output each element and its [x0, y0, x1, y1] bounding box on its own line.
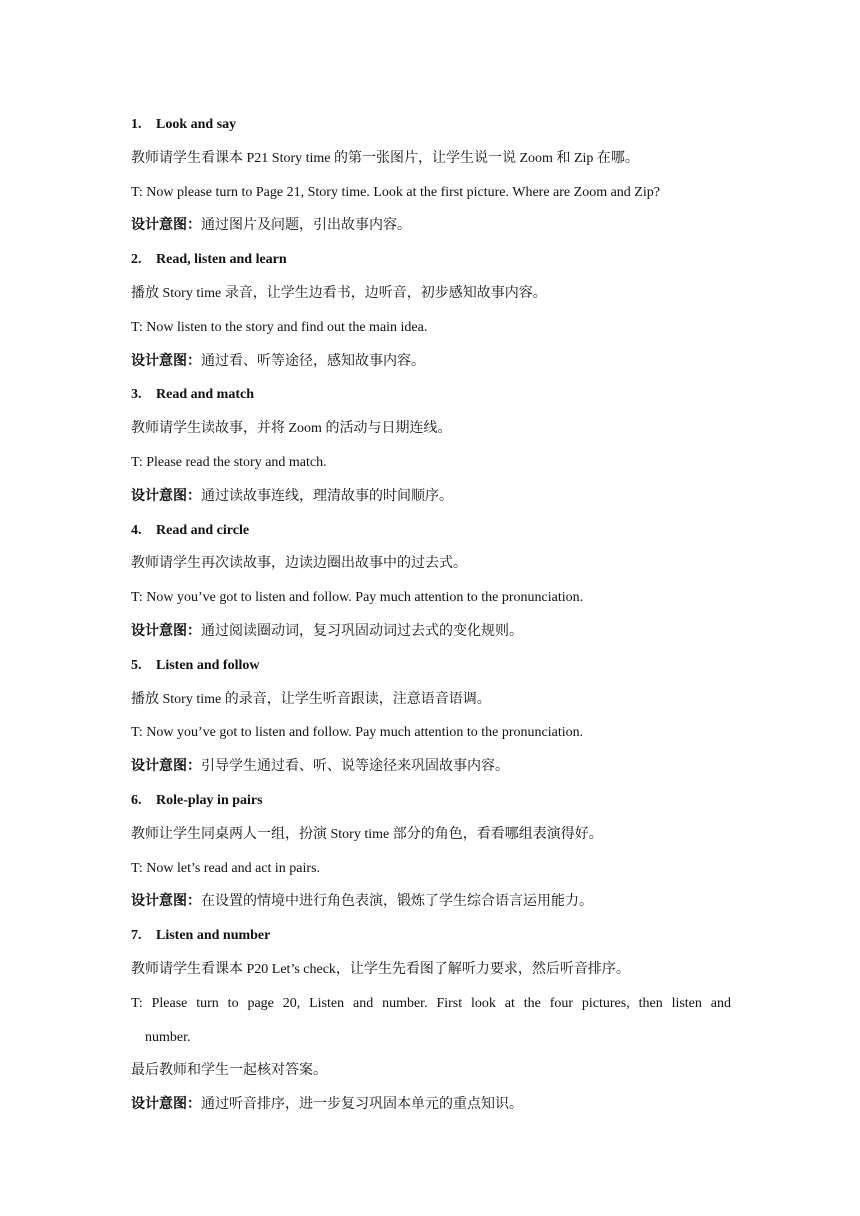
instruction-text: 教师请学生读故事，并将 Zoom 的活动与日期连线。 [131, 421, 452, 437]
design-intent-text: 引导学生通过看、听、说等途径来巩固故事内容。 [201, 759, 509, 775]
section-number: 4. [131, 522, 142, 538]
design-intent-text: 通过听音排序，进一步复习巩固本单元的重点知识。 [201, 1097, 523, 1113]
section-number: 1. [131, 117, 142, 132]
design-intent-text: 通过看、听等途径，感知故事内容。 [201, 353, 425, 369]
section-heading [131, 243, 731, 277]
design-intent [131, 750, 731, 784]
instruction-text: 播放 Story time 的录音，让学生听音跟读，注意语音语调。 [131, 691, 491, 707]
teacher-line: T: Now please turn to Page 21, Story time. Look at the first picture. Where are Zoom and Zip? [131, 184, 660, 200]
design-intent [131, 209, 731, 243]
section-number: 5. [131, 657, 142, 673]
section-number: 2. [131, 252, 142, 268]
document-page [131, 108, 731, 1122]
section-heading [131, 784, 731, 818]
teacher-line: T: Now listen to the story and find out the main idea. [131, 319, 428, 335]
design-intent-label: 设计意图： [131, 623, 201, 639]
design-intent [131, 345, 731, 379]
teacher-line-continuation [131, 1021, 731, 1055]
section-heading [131, 649, 731, 683]
section-heading [131, 378, 731, 412]
section-number: 6. [131, 792, 142, 808]
design-intent-text: 通过读故事连线，理清故事的时间顺序。 [201, 488, 453, 504]
instruction-text: 播放 Story time 录音，让学生边看书，边听音，初步感知故事内容。 [131, 285, 547, 301]
section-title: Listen and number [156, 928, 271, 944]
design-intent-text: 通过图片及问题，引出故事内容。 [201, 218, 411, 234]
design-intent [131, 885, 731, 919]
closing-text: 最后教师和学生一起核对答案。 [131, 1063, 327, 1079]
teacher-line: T: Now let’s read and act in pairs. [131, 860, 321, 876]
design-intent [131, 1088, 731, 1122]
design-intent-label: 设计意图： [131, 894, 201, 910]
design-intent-label: 设计意图： [131, 759, 201, 775]
instruction-text: 教师请学生看课本 P21 Story time 的第一张图片，让学生说一说 Zoom 和 Zip 在哪。 [131, 150, 639, 166]
design-intent-text: 通过阅读圈动词，复习巩固动词过去式的变化规则。 [201, 623, 523, 639]
design-intent [131, 480, 731, 514]
section-heading [131, 919, 731, 953]
teacher-line: T: Please read the story and match. [131, 454, 327, 470]
teacher-line-part-1: T: Please turn to page 20, Listen and number. First look at the four pictures, then listen and [131, 995, 731, 1011]
instruction-text: 教师让学生同桌两人一组，扮演 Story time 部分的角色，看看哪组表演得好。 [131, 826, 603, 842]
design-intent [131, 615, 731, 649]
section-number: 7. [131, 928, 142, 944]
design-intent-label: 设计意图： [131, 1097, 201, 1113]
instruction-text: 教师请学生再次读故事，边读边圈出故事中的过去式。 [131, 556, 467, 572]
section-title: Read, listen and learn [156, 252, 287, 268]
teacher-line-part-2: number. [145, 1029, 191, 1045]
teacher-line [131, 987, 731, 1021]
design-intent-label: 设计意图： [131, 488, 201, 504]
section-title: Look and say [156, 117, 237, 132]
section-title: Role-play in pairs [156, 792, 263, 808]
teacher-line: T: Now you’ve got to listen and follow. Pay much attention to the pronunciation. [131, 590, 584, 606]
design-intent-label: 设计意图： [131, 353, 201, 369]
design-intent-label: 设计意图： [131, 218, 201, 234]
instruction-text: 教师请学生看课本 P20 Let’s check，让学生先看图了解听力要求，然后听音排序。 [131, 961, 630, 977]
section-heading [131, 108, 731, 142]
section-title: Listen and follow [156, 657, 260, 673]
section-title: Read and match [156, 387, 255, 403]
design-intent-text: 在设置的情境中进行角色表演，锻炼了学生综合语言运用能力。 [201, 894, 593, 910]
section-heading [131, 514, 731, 548]
section-title: Read and circle [156, 522, 250, 538]
section-number: 3. [131, 387, 142, 403]
teacher-line: T: Now you’ve got to listen and follow. Pay much attention to the pronunciation. [131, 725, 584, 741]
